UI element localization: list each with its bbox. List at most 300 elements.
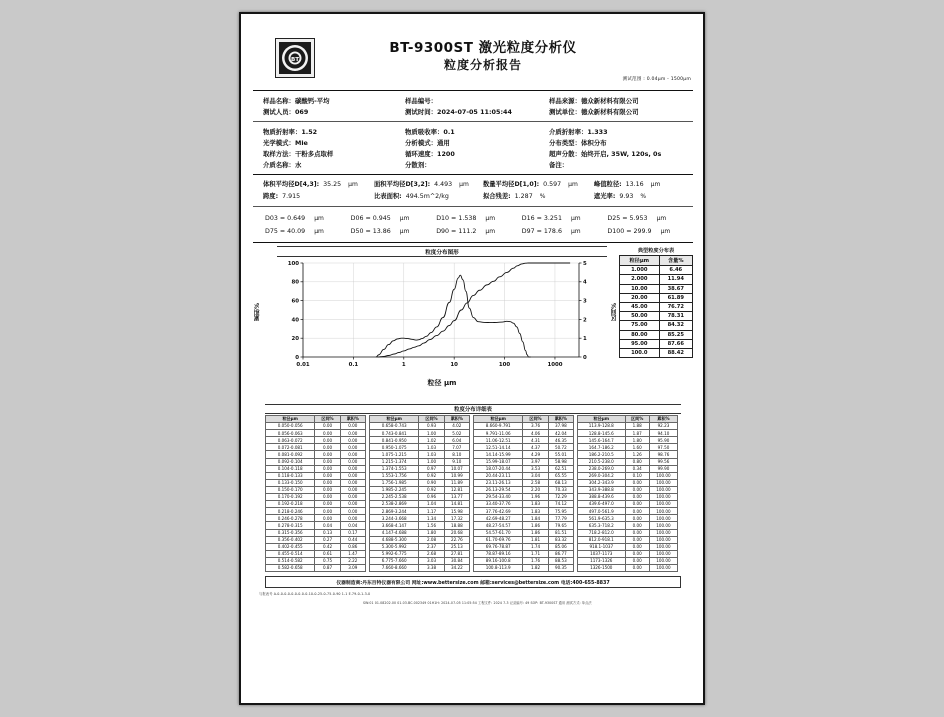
detail-size-cell: 0.104-0.118 [266, 465, 315, 472]
stats-row-means [253, 179, 693, 191]
detail-table-row [474, 437, 574, 444]
detail-size-cell: 33.40-37.76 [474, 501, 523, 508]
detail-interval-cell: 0.00 [625, 486, 649, 493]
detail-table-row [474, 465, 574, 472]
detail-cumulative-cell: 99.90 [649, 465, 677, 472]
d-values-row-2 [253, 225, 693, 238]
svg-text:0.01: 0.01 [296, 362, 310, 368]
d32-value: 4.493 [434, 181, 453, 188]
detail-cumulative-cell: 2.22 [340, 557, 365, 564]
detail-size-cell: 1.374-1.553 [370, 465, 419, 472]
detail-table-row [578, 501, 678, 508]
svg-text:4: 4 [583, 279, 587, 286]
detail-cumulative-cell: 34.22 [444, 564, 469, 571]
detail-interval-cell: 1.76 [523, 557, 548, 564]
typical-content-cell: 78.31 [659, 312, 692, 321]
detail-size-cell: 561.9-635.3 [578, 515, 626, 522]
obscuration-value: 9.93 [619, 193, 634, 200]
detail-cumulative-cell: 90.35 [548, 564, 573, 571]
detail-table-row [578, 423, 678, 430]
svg-text:2: 2 [583, 317, 587, 324]
typical-table-row [620, 348, 693, 357]
detail-interval-cell: 0.00 [315, 486, 340, 493]
detail-cumulative-cell: 12.81 [444, 486, 469, 493]
detail-interval-cell: 0.00 [315, 458, 340, 465]
d-values-row-1 [253, 212, 693, 225]
detail-size-cell: 54.57-61.70 [474, 529, 523, 536]
detail-interval-cell: 0.00 [625, 557, 649, 564]
detail-interval-cell: 1.34 [419, 515, 444, 522]
detail-table-header-row [474, 416, 574, 423]
detail-cumulative-cell: 0.00 [340, 494, 365, 501]
ultrasonic-label: 超声分散： [549, 150, 581, 158]
detail-interval-cell: 1.17 [419, 508, 444, 515]
detail-size-cell: 0.582-0.658 [266, 564, 315, 571]
svg-text:0: 0 [295, 354, 299, 361]
detail-size-cell: 0.050-0.056 [266, 423, 315, 430]
detail-table-row [474, 430, 574, 437]
detail-cumulative-cell: 100.00 [649, 515, 677, 522]
material-ri-value: 1.52 [301, 128, 318, 136]
detail-interval-cell: 0.00 [315, 494, 340, 501]
detail-cumulative-cell: 94.10 [649, 430, 677, 437]
detail-table-row [578, 529, 678, 536]
detail-interval-cell: 1.96 [523, 494, 548, 501]
detail-table-row [578, 430, 678, 437]
detail-cumulative-cell: 0.86 [340, 543, 365, 550]
d16-label: D16 = 3.251 [521, 215, 562, 222]
detail-table [265, 415, 366, 572]
d03-value: 0.649 [287, 215, 306, 222]
typical-size-cell: 2.000 [620, 275, 660, 284]
detail-cumulative-cell: 9.10 [444, 458, 469, 465]
company-logo-icon [275, 38, 315, 78]
svg-text:0.1: 0.1 [348, 362, 359, 368]
detail-table-row [370, 529, 470, 536]
detail-interval-cell: 0.00 [315, 479, 340, 486]
detail-size-cell: 14.14-15.99 [474, 451, 523, 458]
detail-interval-cell: 0.13 [315, 529, 340, 536]
test-time-label: 测试时间： [405, 108, 437, 116]
detail-table-row [266, 437, 366, 444]
circulation-speed-label: 循环速度： [405, 150, 437, 158]
typical-content-cell: 76.72 [659, 302, 692, 311]
detail-table-row [578, 515, 678, 522]
detail-size-cell: 0.402-0.455 [266, 543, 315, 550]
d32-label: 面积平均径D[3,2]: [373, 181, 431, 188]
report-title: 粒度分析报告 [443, 58, 522, 72]
detail-table-row [474, 508, 574, 515]
detail-size-cell: 9.791-11.06 [474, 430, 523, 437]
detail-cumulative-cell: 0.17 [340, 529, 365, 536]
manufacturer-footer: 仪器制造商:丹东百特仪器有限公司 网址:www.bettersize.com 邮箱:services@bettersize.com 电话:400-655-8837 [265, 576, 681, 588]
detail-table-row [266, 522, 366, 529]
chart-y-axis-left-label: 累积% [254, 303, 261, 322]
typical-content-cell: 6.46 [659, 266, 692, 275]
detail-cumulative-cell: 100.00 [649, 522, 677, 529]
detail-interval-cell: 1.83 [523, 501, 548, 508]
sample-source-value: 德众新材料有限公司 [580, 97, 639, 105]
detail-size-cell: 0.658-0.743 [370, 423, 419, 430]
detail-interval-cell: 1.80 [625, 437, 649, 444]
detail-size-cell: 0.950-1.075 [370, 444, 419, 451]
detail-table-row [266, 515, 366, 522]
detail-col-size: 粒径μm [474, 416, 523, 423]
detail-table [577, 415, 678, 572]
detail-cumulative-cell: 0.00 [340, 501, 365, 508]
detail-size-cell: 1326-1500 [578, 564, 626, 571]
residual-unit: % [539, 193, 546, 200]
detail-cumulative-cell: 100.00 [649, 557, 677, 564]
detail-size-cell: 388.8-439.6 [578, 494, 626, 501]
detail-interval-cell: 0.00 [625, 522, 649, 529]
svg-text:60: 60 [291, 298, 299, 305]
detail-col-cumulative: 累积% [548, 416, 573, 423]
detail-table-row [578, 564, 678, 571]
detail-cumulative-cell: 100.00 [649, 564, 677, 571]
typical-table-row [620, 321, 693, 330]
detail-interval-cell: 0.34 [625, 465, 649, 472]
detail-size-cell: 0.092-0.104 [266, 458, 315, 465]
detail-interval-cell: 0.00 [315, 451, 340, 458]
peak-size-value: 13.16 [625, 181, 644, 188]
detail-table-row [370, 437, 470, 444]
medium-ri-label: 介质折射率： [549, 128, 588, 136]
detail-table-row [578, 508, 678, 515]
detail-cumulative-cell: 55.01 [548, 451, 573, 458]
dispersant-label: 分散剂： [405, 161, 431, 169]
detail-interval-cell: 0.96 [419, 494, 444, 501]
detail-size-cell: 3.668-4.147 [370, 522, 419, 529]
detail-size-cell: 11.06-12.51 [474, 437, 523, 444]
detail-interval-cell: 4.06 [523, 430, 548, 437]
detail-interval-cell: 1.02 [419, 437, 444, 444]
detail-col-cumulative: 累积% [340, 416, 365, 423]
detail-cumulative-cell: 86.77 [548, 550, 573, 557]
material-abs-value: 0.1 [443, 128, 455, 136]
detail-table-row [370, 564, 470, 571]
detail-table-row [578, 494, 678, 501]
detail-interval-cell: 0.90 [419, 479, 444, 486]
medium-ri-value: 1.333 [587, 128, 608, 136]
obscuration-unit: % [640, 193, 647, 200]
detail-size-cell: 2.869-3.244 [370, 508, 419, 515]
d100-unit: μm [660, 228, 671, 235]
d10m-label: 数量平均径D[1,0]: [482, 181, 540, 188]
svg-text:100: 100 [498, 362, 511, 368]
detail-interval-cell: 0.00 [625, 515, 649, 522]
detail-size-cell: 0.455-0.514 [266, 550, 315, 557]
detail-table-row [578, 543, 678, 550]
report-header [253, 28, 693, 90]
detail-size-cell: 5.992-6.775 [370, 550, 419, 557]
detail-table-row [370, 494, 470, 501]
residual-label: 拟合残差: [482, 193, 511, 200]
detail-size-cell: 0.170-0.192 [266, 494, 315, 501]
detail-size-cell: 635.3-718.2 [578, 522, 626, 529]
typical-content-cell: 85.25 [659, 330, 692, 339]
detail-table-row [266, 543, 366, 550]
detail-interval-cell: 4.29 [523, 451, 548, 458]
detail-cumulative-cell: 0.00 [340, 479, 365, 486]
detail-size-cell: 20.44-23.11 [474, 472, 523, 479]
detail-size-cell: 78.87-89.16 [474, 550, 523, 557]
detail-interval-cell: 0.87 [315, 564, 340, 571]
detail-cumulative-cell: 0.00 [340, 515, 365, 522]
d50-label: D50 = 13.86 [350, 228, 391, 235]
detail-cumulative-cell: 30.84 [444, 557, 469, 564]
detail-size-cell: 0.150-0.170 [266, 486, 315, 493]
detail-size-cell: 0.356-0.402 [266, 536, 315, 543]
detail-cumulative-cell: 0.00 [340, 465, 365, 472]
detail-size-cell: 439.6-497.0 [578, 501, 626, 508]
material-abs-label: 物质吸收率： [405, 128, 444, 136]
detail-table-row [266, 458, 366, 465]
chart-section [253, 247, 693, 399]
detail-cumulative-cell: 20.68 [444, 529, 469, 536]
detail-table-row [266, 564, 366, 571]
detail-interval-cell: 0.27 [315, 536, 340, 543]
detail-table-row [474, 451, 574, 458]
typical-content-cell: 84.32 [659, 321, 692, 330]
test-time-value: 2024-07-05 11:05:44 [437, 108, 512, 116]
detail-size-cell: 0.841-0.950 [370, 437, 419, 444]
detail-cumulative-cell: 81.51 [548, 529, 573, 536]
svg-text:5: 5 [583, 260, 587, 267]
detail-size-cell: 100.8-113.9 [474, 564, 523, 571]
detail-table-row [370, 486, 470, 493]
detail-interval-cell: 0.00 [315, 508, 340, 515]
detail-size-cell: 304.2-343.9 [578, 479, 626, 486]
detail-cumulative-cell: 1.47 [340, 550, 365, 557]
detail-table-row [578, 479, 678, 486]
detail-size-cell: 0.743-0.841 [370, 430, 419, 437]
detail-interval-cell: 0.00 [625, 501, 649, 508]
detail-size-cell: 42.69-48.27 [474, 515, 523, 522]
detail-table-row [266, 557, 366, 564]
medium-name-value: 水 [294, 161, 302, 169]
detail-cumulative-cell: 92.23 [649, 423, 677, 430]
detail-table-row [370, 515, 470, 522]
instrument-title: BT-9300ST 激光粒度分析仪 [389, 40, 577, 56]
typical-table-row [620, 330, 693, 339]
svg-text:1: 1 [583, 336, 587, 343]
detail-cumulative-cell: 8.10 [444, 451, 469, 458]
d10-label: D10 = 1.538 [436, 215, 477, 222]
detail-size-cell: 145.6-164.7 [578, 437, 626, 444]
detail-cumulative-cell: 100.00 [649, 529, 677, 536]
typical-table-row [620, 302, 693, 311]
detail-interval-cell: 1.87 [625, 430, 649, 437]
detail-table-row [266, 501, 366, 508]
detail-cumulative-cell: 0.00 [340, 437, 365, 444]
typical-size-cell: 95.00 [620, 339, 660, 348]
detail-size-cell: 61.70-69.76 [474, 536, 523, 543]
detail-size-cell: 5.300-5.992 [370, 543, 419, 550]
detail-interval-cell: 1.03 [419, 451, 444, 458]
detail-cumulative-cell: 0.04 [340, 522, 365, 529]
detail-size-cell: 1.215-1.374 [370, 458, 419, 465]
detail-size-cell: 164.7-186.2 [578, 444, 626, 451]
typical-size-cell: 10.00 [620, 284, 660, 293]
medium-name-label: 介质名称： [263, 161, 295, 169]
d32-unit: μm [459, 181, 469, 188]
detail-table-row [578, 444, 678, 451]
typical-content-cell: 87.66 [659, 339, 692, 348]
detail-cumulative-cell: 97.50 [649, 444, 677, 451]
detail-table-row [266, 465, 366, 472]
detail-interval-cell: 2.68 [419, 550, 444, 557]
detail-col-size: 粒径μm [370, 416, 419, 423]
detail-interval-cell: 4.37 [523, 444, 548, 451]
detail-size-cell: 15.99-18.07 [474, 458, 523, 465]
detail-cumulative-cell: 10.07 [444, 465, 469, 472]
ssa-label: 比表面积: [373, 193, 402, 200]
detail-cumulative-cell: 95.90 [649, 437, 677, 444]
sampling-method-value: 干粉多点取样 [294, 150, 334, 158]
detail-size-cell: 497.0-561.9 [578, 508, 626, 515]
detail-table-body [578, 423, 678, 572]
detail-table-row [370, 543, 470, 550]
detail-cumulative-cell: 65.55 [548, 472, 573, 479]
residual-value: 1.287 [514, 193, 533, 200]
detail-cumulative-cell: 18.88 [444, 522, 469, 529]
detail-col-interval: 区间% [419, 416, 444, 423]
analysis-model-label: 分析模式： [405, 139, 437, 147]
svg-text:1000: 1000 [547, 362, 563, 368]
detail-size-cell: 48.27-54.57 [474, 522, 523, 529]
detail-cumulative-cell: 37.98 [548, 423, 573, 430]
detail-cumulative-cell: 72.29 [548, 494, 573, 501]
detail-table-row [474, 479, 574, 486]
detail-table-row [266, 494, 366, 501]
detail-col-cumulative: 累积% [649, 416, 677, 423]
detail-table-body [266, 423, 366, 572]
detail-interval-cell: 0.61 [315, 550, 340, 557]
typical-table [619, 255, 693, 358]
optical-model-label: 光学模式： [263, 139, 295, 147]
detail-table-row [474, 458, 574, 465]
detail-interval-cell: 0.00 [315, 437, 340, 444]
detail-cumulative-cell: 100.00 [649, 494, 677, 501]
detail-table-row [578, 458, 678, 465]
d03-label: D03 = [265, 215, 286, 222]
detail-cumulative-cell: 5.02 [444, 430, 469, 437]
detail-size-cell: 918.1-1037 [578, 543, 626, 550]
detail-size-cell: 0.133-0.150 [266, 479, 315, 486]
typical-size-cell: 100.0 [620, 348, 660, 357]
d16-unit: μm [570, 215, 581, 222]
d-values-block [253, 207, 693, 242]
detail-table-row [266, 508, 366, 515]
svg-text:BT: BT [290, 57, 300, 63]
detail-table-row [370, 444, 470, 451]
detail-interval-cell: 1.03 [419, 444, 444, 451]
detail-interval-cell: 1.60 [625, 444, 649, 451]
detail-table-row [578, 522, 678, 529]
detail-table-row [578, 472, 678, 479]
detail-table-header-row [266, 416, 366, 423]
typical-table-section [619, 247, 693, 358]
detail-table-row [474, 472, 574, 479]
detail-interval-cell: 1.74 [523, 543, 548, 550]
detail-cumulative-cell: 62.51 [548, 465, 573, 472]
detail-table-row [474, 501, 574, 508]
detail-table [473, 415, 574, 572]
operator-value: 069 [294, 108, 309, 116]
info-row [253, 107, 693, 118]
d100-label: D100 = 299.9 [607, 228, 652, 235]
sample-source-label: 样品来源： [549, 97, 581, 105]
sample-info-block [253, 91, 693, 121]
typical-size-cell: 50.00 [620, 312, 660, 321]
detail-interval-cell: 1.26 [625, 451, 649, 458]
report-sheet [253, 28, 693, 692]
d75-label: D75 = 40.09 [265, 228, 306, 235]
detail-size-cell: 29.54-33.40 [474, 494, 523, 501]
detail-table-row [578, 451, 678, 458]
detail-size-cell: 0.246-0.278 [266, 515, 315, 522]
detail-col-size: 粒径μm [266, 416, 315, 423]
detail-cumulative-cell: 42.04 [548, 430, 573, 437]
detail-interval-cell: 1.80 [419, 529, 444, 536]
detail-size-cell: 186.2-210.5 [578, 451, 626, 458]
d43-value: 35.25 [323, 181, 342, 188]
detail-cumulative-cell: 46.35 [548, 437, 573, 444]
info-row [253, 138, 693, 149]
detail-size-cell: 4.688-5.300 [370, 536, 419, 543]
footer-note-1: 与报表号 A-0-0-0-0-0-0-0-0-0-10-0-25-0-75-0-90 1-1 E.79-0-1-3-0 [259, 592, 371, 597]
detail-table-row [474, 494, 574, 501]
typical-col-size: 粒径μm [620, 256, 660, 266]
detail-cumulative-cell: 25.13 [444, 543, 469, 550]
span-value: 7.915 [282, 193, 301, 200]
detail-cumulative-cell: 0.00 [340, 508, 365, 515]
d06-label: D06 = 0.945 [350, 215, 391, 222]
d03-unit: μm [314, 215, 324, 222]
detail-interval-cell: 0.00 [625, 494, 649, 501]
detail-cumulative-cell: 14.81 [444, 501, 469, 508]
detail-table-row [474, 522, 574, 529]
detail-table-row [266, 444, 366, 451]
ssa-value: 494.5m^2/kg [405, 193, 449, 200]
report-page [239, 12, 705, 705]
detail-col-cumulative: 累积% [444, 416, 469, 423]
d43-label: 体积平均径D[4,3]: [263, 181, 320, 188]
svg-text:100: 100 [287, 260, 299, 267]
detail-interval-cell: 1.56 [419, 522, 444, 529]
detail-table-header-row [370, 416, 470, 423]
detail-size-cell: 0.118-0.133 [266, 472, 315, 479]
svg-text:20: 20 [291, 336, 299, 343]
peak-size-label: 峰值粒径: [593, 181, 622, 188]
detail-size-cell: 12.51-14.14 [474, 444, 523, 451]
detail-interval-cell: 0.00 [315, 465, 340, 472]
detail-interval-cell: 1.81 [523, 536, 548, 543]
detail-interval-cell: 0.00 [625, 479, 649, 486]
detail-cumulative-cell: 74.12 [548, 501, 573, 508]
operator-label: 测试人员： [263, 108, 295, 116]
detail-table-caption: 粒度分布详细表 [265, 404, 681, 414]
detail-cumulative-cell: 0.00 [340, 444, 365, 451]
info-row [253, 160, 693, 171]
info-row [253, 149, 693, 160]
detail-cumulative-cell: 3.09 [340, 564, 365, 571]
statistics-block [253, 175, 693, 206]
detail-table-row [578, 550, 678, 557]
detail-cumulative-cell: 70.33 [548, 486, 573, 493]
detail-size-cell: 8.660-9.791 [474, 423, 523, 430]
